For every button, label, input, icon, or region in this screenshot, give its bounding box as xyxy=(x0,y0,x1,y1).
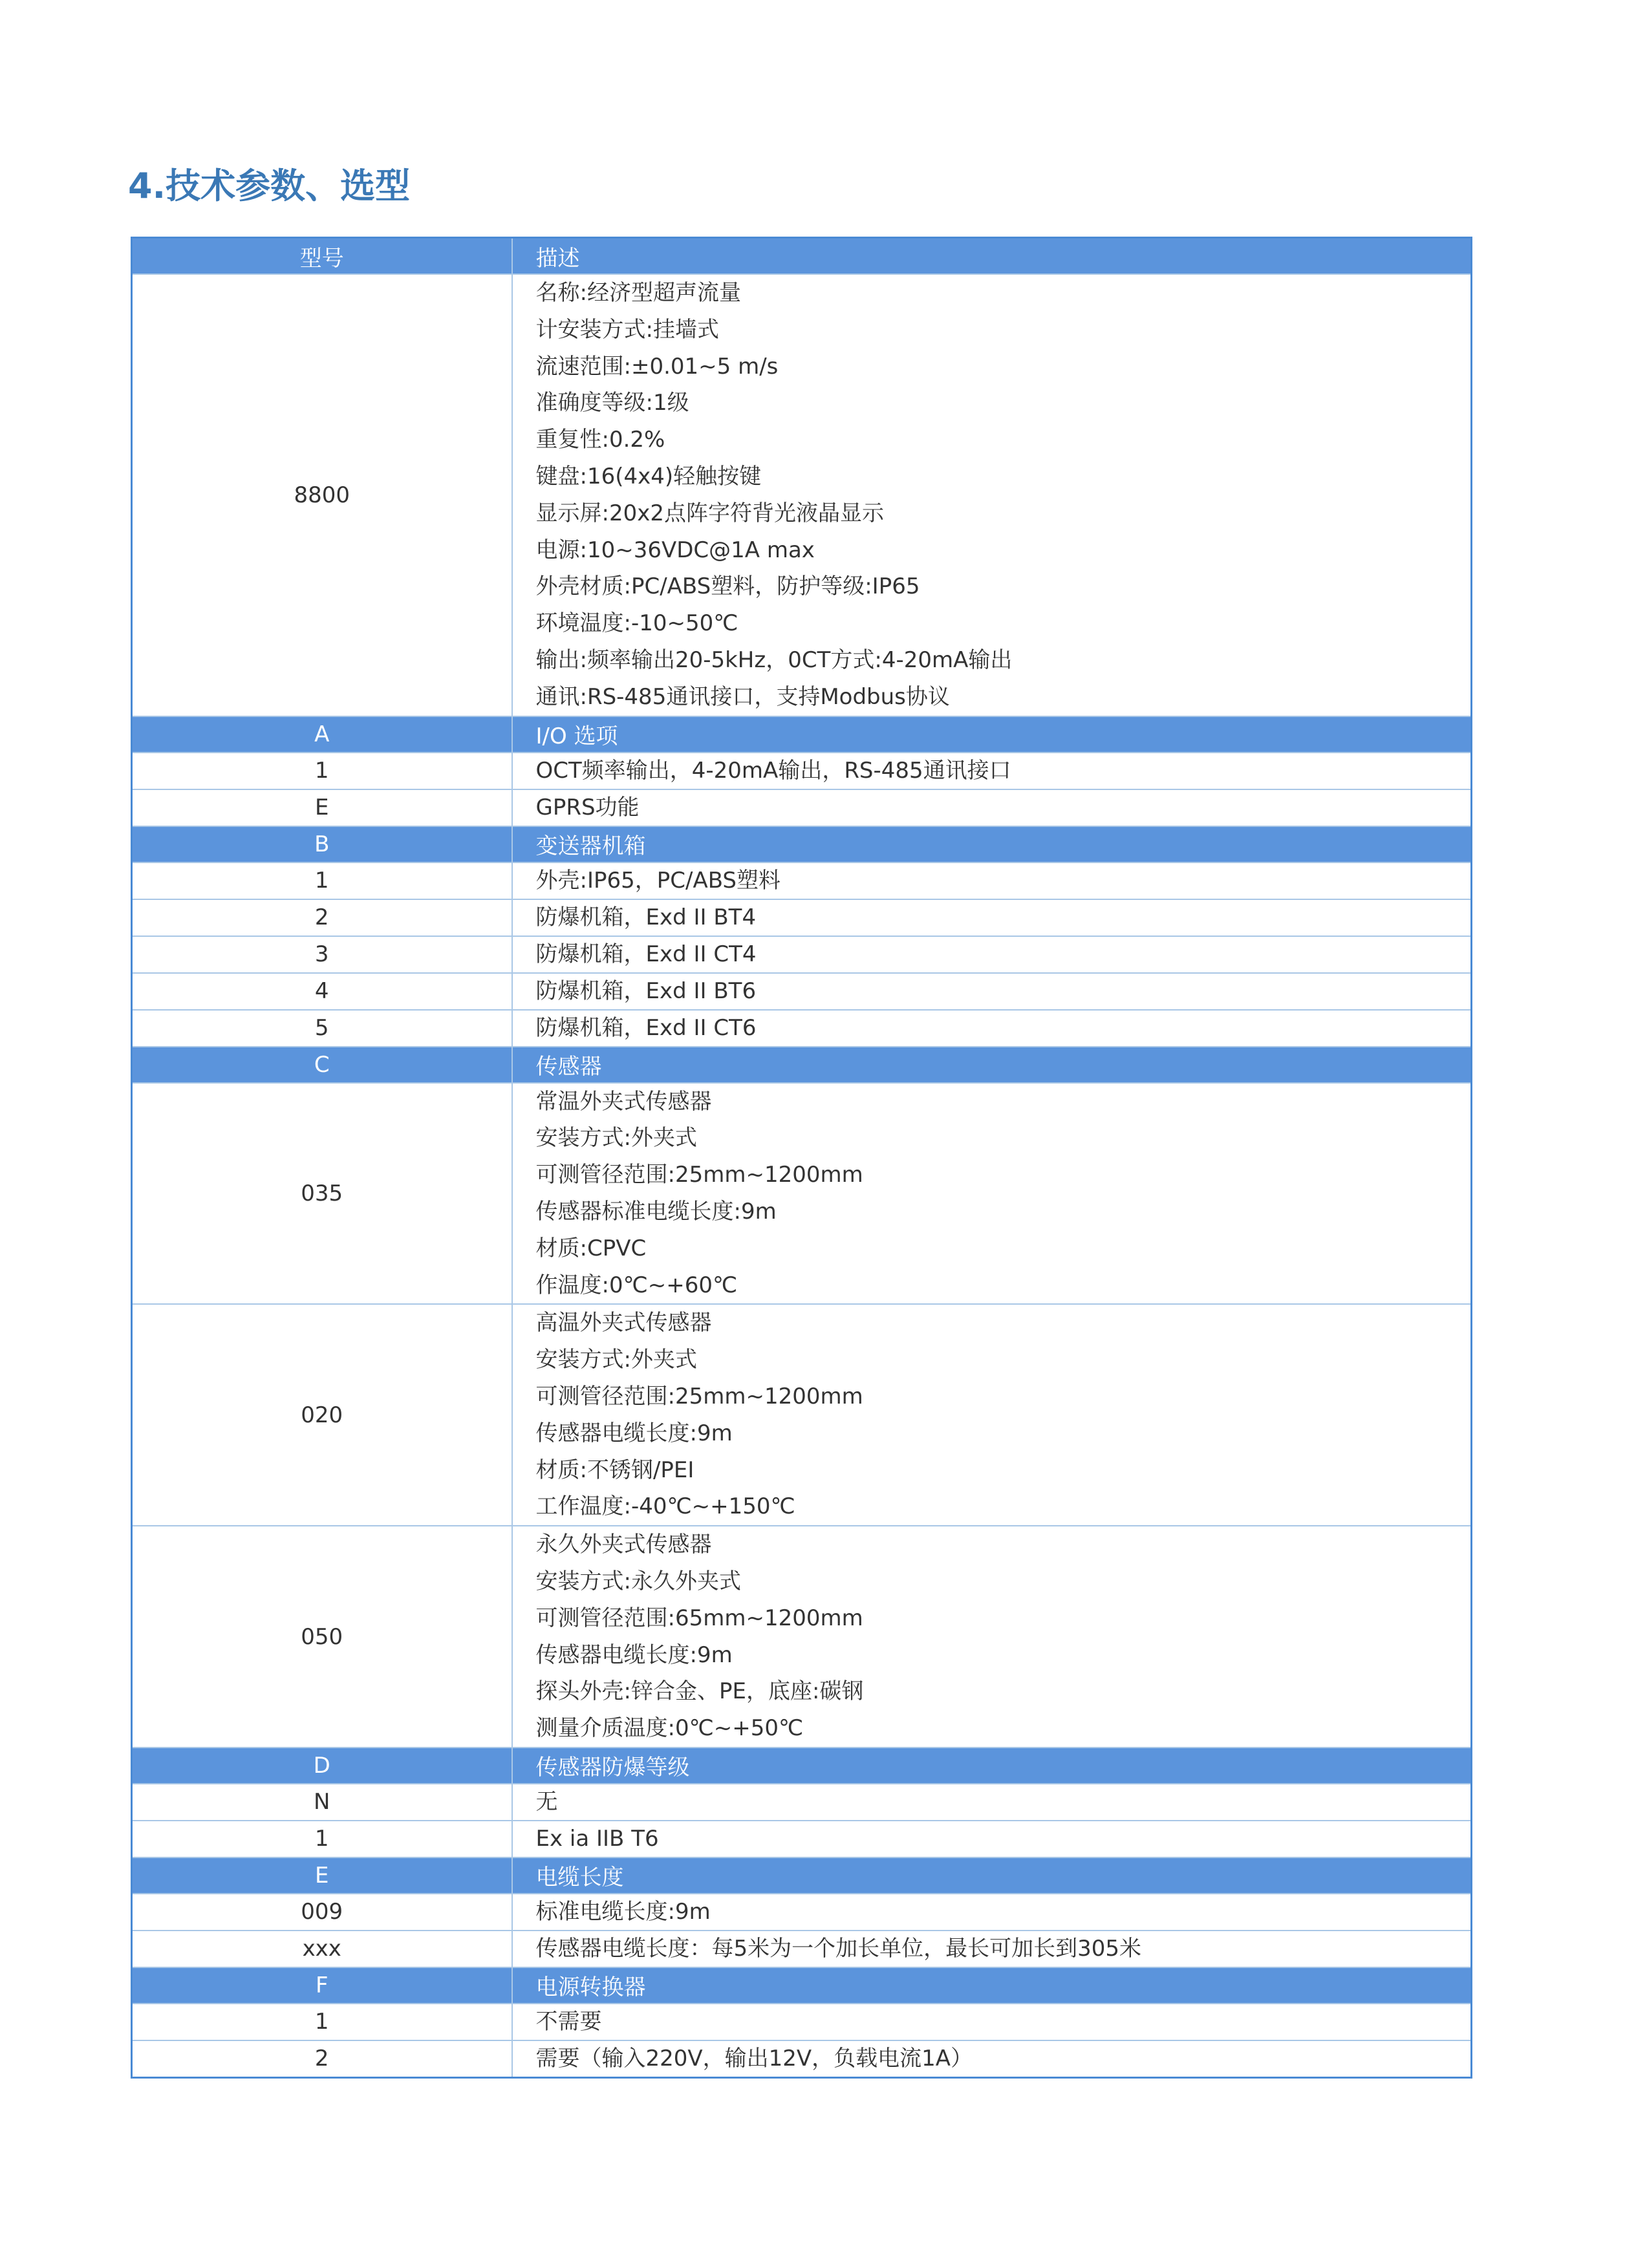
option-code: 035 xyxy=(132,1083,512,1305)
table-header-row xyxy=(132,238,1472,275)
table-row xyxy=(132,789,1472,826)
group-code: B xyxy=(132,826,512,862)
option-code: 3 xyxy=(132,936,512,973)
option-code: 009 xyxy=(132,1894,512,1931)
table-row xyxy=(132,1894,1472,1931)
main-spec-row xyxy=(132,274,1472,716)
option-desc xyxy=(512,2004,1472,2040)
group-header-row xyxy=(132,1047,1472,1083)
option-code: N xyxy=(132,1784,512,1821)
option-desc-line: 高温外夹式传感器 xyxy=(535,1310,712,1336)
group-code: A xyxy=(132,716,512,753)
option-desc-line: 传感器电缆长度:9m xyxy=(535,1420,733,1446)
option-desc-line: OCT频率输出，4-20mA输出，RS-485通讯接口 xyxy=(535,757,1011,784)
option-desc xyxy=(512,1010,1472,1047)
option-desc xyxy=(512,936,1472,973)
table-row xyxy=(132,753,1472,789)
group-code: C xyxy=(132,1047,512,1083)
table-row xyxy=(132,1083,1472,1305)
group-title: 变送器机箱 xyxy=(512,826,1472,862)
group-header-row xyxy=(132,826,1472,862)
option-desc-line: 可测管径范围:25mm~1200mm xyxy=(535,1383,863,1409)
table-row xyxy=(132,2004,1472,2040)
option-desc-line: 工作温度:-40℃~+150℃ xyxy=(535,1493,795,1520)
spec-table xyxy=(131,237,1472,2079)
group-header-row xyxy=(132,716,1472,753)
header-model: 型号 xyxy=(132,238,512,275)
option-code: 1 xyxy=(132,862,512,899)
spec-line: 电源:10~36VDC@1A max xyxy=(535,537,815,563)
table-row xyxy=(132,2040,1472,2078)
option-desc-line: 防爆机箱，Exd II BT6 xyxy=(535,978,757,1004)
table-row xyxy=(132,1931,1472,1967)
option-code: 1 xyxy=(132,1821,512,1857)
option-desc-line: 传感器电缆长度：每5米为一个加长单位，最长可加长到305米 xyxy=(535,1935,1142,1962)
header-desc: 描述 xyxy=(512,238,1472,275)
group-code: F xyxy=(132,1967,512,2004)
spec-line: 准确度等级:1级 xyxy=(535,390,689,416)
option-desc-line: 安装方式:外夹式 xyxy=(535,1347,697,1373)
option-desc-line: 常温外夹式传感器 xyxy=(535,1088,712,1115)
table-row xyxy=(132,899,1472,936)
group-title: 传感器 xyxy=(512,1047,1472,1083)
option-desc xyxy=(512,973,1472,1010)
option-desc-line: Ex ia IIB T6 xyxy=(535,1825,659,1852)
spec-line: 输出:频率输出20-5kHz，0CT方式:4-20mA输出 xyxy=(535,647,1013,673)
section-title: 4.技术参数、选型 xyxy=(128,166,411,206)
option-code: 5 xyxy=(132,1010,512,1047)
main-spec-desc xyxy=(512,274,1472,716)
option-code: 1 xyxy=(132,2004,512,2040)
table-row xyxy=(132,1304,1472,1526)
option-desc-line: 外壳:IP65，PC/ABS塑料 xyxy=(535,867,781,893)
spec-line: 环境温度:-10~50℃ xyxy=(535,610,738,637)
option-desc xyxy=(512,789,1472,826)
spec-line: 重复性:0.2% xyxy=(535,427,665,453)
spec-line: 名称:经济型超声流量 xyxy=(535,280,741,306)
option-code: E xyxy=(132,789,512,826)
option-desc-line: 测量介质温度:0℃~+50℃ xyxy=(535,1715,804,1742)
option-desc-line: 作温度:0℃~+60℃ xyxy=(535,1272,738,1298)
option-desc xyxy=(512,753,1472,789)
group-code: D xyxy=(132,1748,512,1784)
option-code: xxx xyxy=(132,1931,512,1967)
option-desc-line: 传感器标准电缆长度:9m xyxy=(535,1198,777,1225)
option-code: 050 xyxy=(132,1526,512,1748)
group-header-row xyxy=(132,1748,1472,1784)
group-title: 传感器防爆等级 xyxy=(512,1748,1472,1784)
table-row xyxy=(132,1784,1472,1821)
group-header-row xyxy=(132,1857,1472,1894)
table-row xyxy=(132,973,1472,1010)
spec-line: 计安装方式:挂墙式 xyxy=(535,316,719,343)
option-desc xyxy=(512,1083,1472,1305)
option-code: 1 xyxy=(132,753,512,789)
option-desc-line: 可测管径范围:25mm~1200mm xyxy=(535,1162,863,1188)
option-desc xyxy=(512,1894,1472,1931)
group-title: I/O 选项 xyxy=(512,716,1472,753)
table-row xyxy=(132,1010,1472,1047)
group-code: E xyxy=(132,1857,512,1894)
option-desc-line: 需要（输入220V，输出12V，负载电流1A） xyxy=(535,2045,973,2071)
option-desc-line: 探头外壳:锌合金、PE，底座:碳钢 xyxy=(535,1678,864,1705)
option-desc xyxy=(512,899,1472,936)
table-row xyxy=(132,862,1472,899)
option-desc xyxy=(512,1304,1472,1526)
table-row xyxy=(132,1821,1472,1857)
option-desc-line: 永久外夹式传感器 xyxy=(535,1532,712,1558)
option-code: 4 xyxy=(132,973,512,1010)
option-code: 2 xyxy=(132,899,512,936)
option-desc-line: 标准电缆长度:9m xyxy=(535,1898,711,1925)
option-desc-line: 防爆机箱，Exd II CT6 xyxy=(535,1014,757,1041)
option-desc-line: 防爆机箱，Exd II CT4 xyxy=(535,941,757,967)
option-desc-line: 可测管径范围:65mm~1200mm xyxy=(535,1605,863,1631)
option-desc-line: 传感器电缆长度:9m xyxy=(535,1642,733,1668)
option-desc-line: 防爆机箱，Exd II BT4 xyxy=(535,904,757,930)
option-desc xyxy=(512,1526,1472,1748)
table-row xyxy=(132,936,1472,973)
spec-line: 键盘:16(4x4)轻触按键 xyxy=(535,463,762,489)
option-desc-line: 不需要 xyxy=(535,2008,602,2035)
option-desc-line: 材质:不锈钢/PEI xyxy=(535,1457,694,1483)
group-title: 电源转换器 xyxy=(512,1967,1472,2004)
spec-line: 外壳材质:PC/ABS塑料，防护等级:IP65 xyxy=(535,573,920,600)
option-code: 020 xyxy=(132,1304,512,1526)
option-desc-line: 材质:CPVC xyxy=(535,1235,647,1261)
group-title: 电缆长度 xyxy=(512,1857,1472,1894)
group-header-row xyxy=(132,1967,1472,2004)
spec-line: 显示屏:20x2点阵字符背光液晶显示 xyxy=(535,500,884,526)
spec-line: 通讯:RS-485通讯接口，支持Modbus协议 xyxy=(535,683,950,710)
option-desc-line: GPRS功能 xyxy=(535,794,640,820)
option-desc-line: 安装方式:永久外夹式 xyxy=(535,1568,741,1594)
option-desc-line: 无 xyxy=(535,1788,558,1815)
option-desc xyxy=(512,2040,1472,2078)
option-desc-line: 安装方式:外夹式 xyxy=(535,1125,697,1151)
option-desc xyxy=(512,1931,1472,1967)
option-desc xyxy=(512,1784,1472,1821)
table-row xyxy=(132,1526,1472,1748)
option-desc xyxy=(512,862,1472,899)
main-spec-model: 8800 xyxy=(132,274,512,716)
option-code: 2 xyxy=(132,2040,512,2078)
option-desc xyxy=(512,1821,1472,1857)
spec-line: 流速范围:±0.01~5 m/s xyxy=(535,353,779,380)
